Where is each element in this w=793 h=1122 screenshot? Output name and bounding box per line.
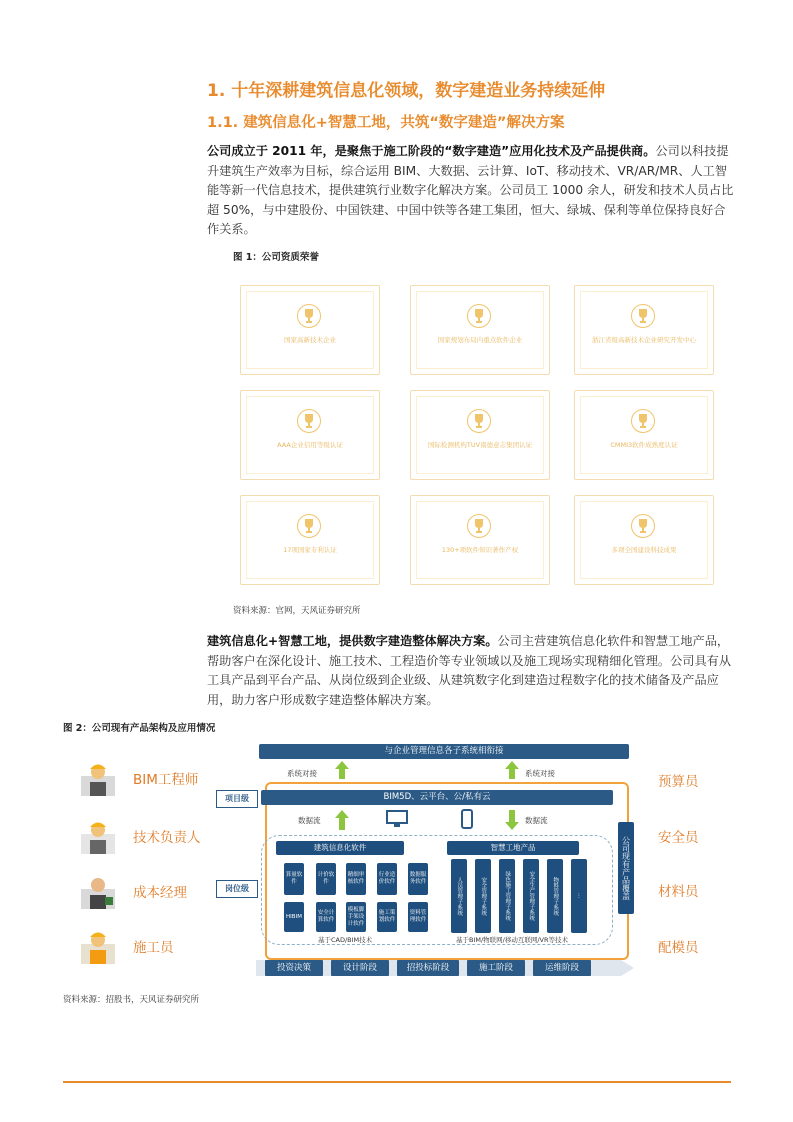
monitor-icon (386, 810, 408, 828)
software-box: 安全计算软件 (316, 902, 336, 932)
software-box: 模板脚手架设计软件 (346, 902, 366, 932)
role-label: 技术负责人 (133, 830, 201, 846)
worker-icon (81, 928, 115, 964)
role-label: 施工员 (133, 940, 174, 956)
software-box: 计价软件 (316, 863, 336, 895)
award-card-border (246, 291, 374, 369)
down-arrow-icon (505, 810, 519, 830)
award-card (574, 285, 714, 375)
sys-link-right-label: 系统对接 (525, 769, 555, 778)
coverage-side-label: 公司现有产品覆盖 (618, 822, 634, 914)
section-heading-1-1: 1.1. 建筑信息化+智慧工地，共筑“数字建造”解决方案 (207, 115, 565, 131)
sys-link-left-label: 系统对接 (287, 769, 317, 778)
role-budgeter: 预算员 (658, 774, 699, 790)
role-bim-engineer (73, 758, 198, 798)
phone-icon (461, 809, 473, 829)
role-label: BIM工程师 (133, 772, 199, 788)
award-card (240, 495, 380, 585)
award-card (574, 495, 714, 585)
site-product-box: 物料管理子系统 (547, 859, 563, 933)
trophy-icon (631, 409, 655, 433)
trophy-icon (631, 514, 655, 538)
trophy-icon (467, 304, 491, 328)
paragraph-lead: 公司成立于 2011 年，是聚焦于施工阶段的“数字建造”应用化技术及产品提供商。 (207, 144, 656, 158)
site-product-box: 绿色施工管理子系统 (499, 859, 515, 933)
trophy-icon (297, 304, 321, 328)
site-product-box: 人员管理子系统 (451, 859, 467, 933)
stage-bidding: 招投标阶段 (397, 960, 459, 976)
paragraph-body: 公司主营建筑信息化软件和智慧工地产品，帮助客户在深化设计、施工技术、工程造价等专业领域以及施工现场实现精细化管理。公司具有从工具产品到平台产品、从岗位级到企业级、从建筑数字化到建造过程数字化的技术储备及产品应用，助力客户形成数字建造整体解决方案。 (207, 634, 732, 707)
site-product-box: 安全生产管理子系统 (523, 859, 539, 933)
award-card-border (416, 396, 544, 474)
product-architecture-diagram (63, 738, 733, 990)
enterprise-integration-bar: 与企业管理信息各子系统相衔接 (259, 744, 629, 759)
site-product-box: ... (571, 859, 587, 933)
award-card (410, 390, 550, 480)
base-tech-right: 基于BIM/物联网/移动互联网/VR等技术 (456, 936, 569, 944)
award-card-border (580, 291, 708, 369)
role-formwork-officer: 配模员 (658, 940, 699, 956)
software-box: 精细审核软件 (346, 863, 366, 895)
paragraph-solution (207, 632, 735, 710)
role-material-officer: 材料员 (658, 884, 699, 900)
worker-icon (81, 873, 115, 909)
award-card-border (246, 501, 374, 579)
award-label: 国际检测机构TUV南德意志集团认证 (427, 441, 533, 449)
award-card (410, 285, 550, 375)
trophy-icon (297, 514, 321, 538)
group-building-info-software: 建筑信息化软件 (276, 841, 404, 855)
up-arrow-icon (335, 810, 349, 830)
paragraph-body: 公司以科技提升建筑生产效率为目标，综合运用 BIM、大数据、云计算、IoT、移动技术、VR/AR/MR、人工智能等新一代信息技术，提供建筑行业数字化解决方案。公司员工 1000 余人，研发和技术人员占比超 50%，与中建股份、中国铁建、中国中铁等各建工集团，恒大、绿城、保利等单位保持良好合作关系。 (207, 144, 734, 236)
award-label: 浙江省级高新技术企业研究开发中心 (592, 336, 696, 344)
stage-operation: 运维阶段 (533, 960, 591, 976)
award-card-border (580, 501, 708, 579)
paragraph-lead: 建筑信息化+智慧工地，提供数字建造整体解决方案。 (207, 634, 498, 648)
award-card (240, 390, 380, 480)
stage-construction: 施工阶段 (467, 960, 525, 976)
figure-2-caption: 图 2：公司现有产品架构及应用情况 (63, 723, 216, 734)
software-box: 算量软件 (284, 863, 304, 895)
software-box: HIBIM (284, 902, 304, 932)
software-box: 资料管理软件 (408, 902, 428, 932)
post-level-tag: 岗位级 (216, 880, 258, 898)
platform-bar: BIM5D、云平台、公/私有云 (261, 790, 613, 805)
role-tech-lead (73, 816, 201, 856)
award-card-border (580, 396, 708, 474)
base-tech-left: 基于CAD/BIM技术 (318, 936, 373, 944)
award-card (410, 495, 550, 585)
footer-rule (63, 1081, 731, 1083)
project-level-tag: 项目级 (216, 790, 258, 808)
stage-design: 设计阶段 (331, 960, 389, 976)
figure-1-source: 资料来源：官网，天风证券研究所 (233, 606, 361, 616)
group-smart-site-products: 智慧工地产品 (447, 841, 579, 855)
role-cost-manager (73, 871, 198, 911)
award-label: CMMI3软件成熟度认证 (610, 441, 678, 449)
award-card-border (416, 291, 544, 369)
award-label: 多项全国建设科技成果 (611, 546, 677, 554)
role-safety-officer: 安全员 (658, 830, 699, 846)
award-card (574, 390, 714, 480)
award-label: 国家高新技术企业 (284, 336, 336, 344)
award-card-border (416, 501, 544, 579)
software-box: 施工策划软件 (377, 902, 397, 932)
figure-2-source: 资料来源：招股书，天风证券研究所 (63, 995, 200, 1005)
role-label: 成本经理 (133, 885, 187, 901)
site-product-box: 安全管理子系统 (475, 859, 491, 933)
worker-icon (81, 818, 115, 854)
award-label: 17项国家专利认证 (283, 546, 337, 554)
worker-icon (81, 760, 115, 796)
trophy-icon (467, 409, 491, 433)
paragraph-company-intro (207, 142, 735, 240)
section-heading-1: 1. 十年深耕建筑信息化领域，数字建造业务持续延伸 (207, 81, 606, 101)
role-constructor (73, 926, 198, 966)
awards-grid (240, 285, 712, 585)
up-arrow-icon (505, 761, 519, 779)
data-flow-left-label: 数据流 (298, 816, 321, 825)
trophy-icon (297, 409, 321, 433)
stage-investment: 投资决策 (265, 960, 323, 976)
award-label: AAA企业信用等级认证 (277, 441, 343, 449)
software-box: 数据服务软件 (408, 863, 428, 895)
trophy-icon (631, 304, 655, 328)
award-label: 国家规划布局内重点软件企业 (437, 336, 523, 344)
award-label: 130+项软件知识著作产权 (441, 546, 519, 554)
award-card-border (246, 396, 374, 474)
data-flow-right-label: 数据流 (525, 816, 548, 825)
up-arrow-icon (335, 761, 349, 779)
trophy-icon (467, 514, 491, 538)
award-card (240, 285, 380, 375)
figure-1-caption: 图 1：公司资质荣誉 (233, 252, 319, 263)
software-box: 行业造价软件 (377, 863, 397, 895)
